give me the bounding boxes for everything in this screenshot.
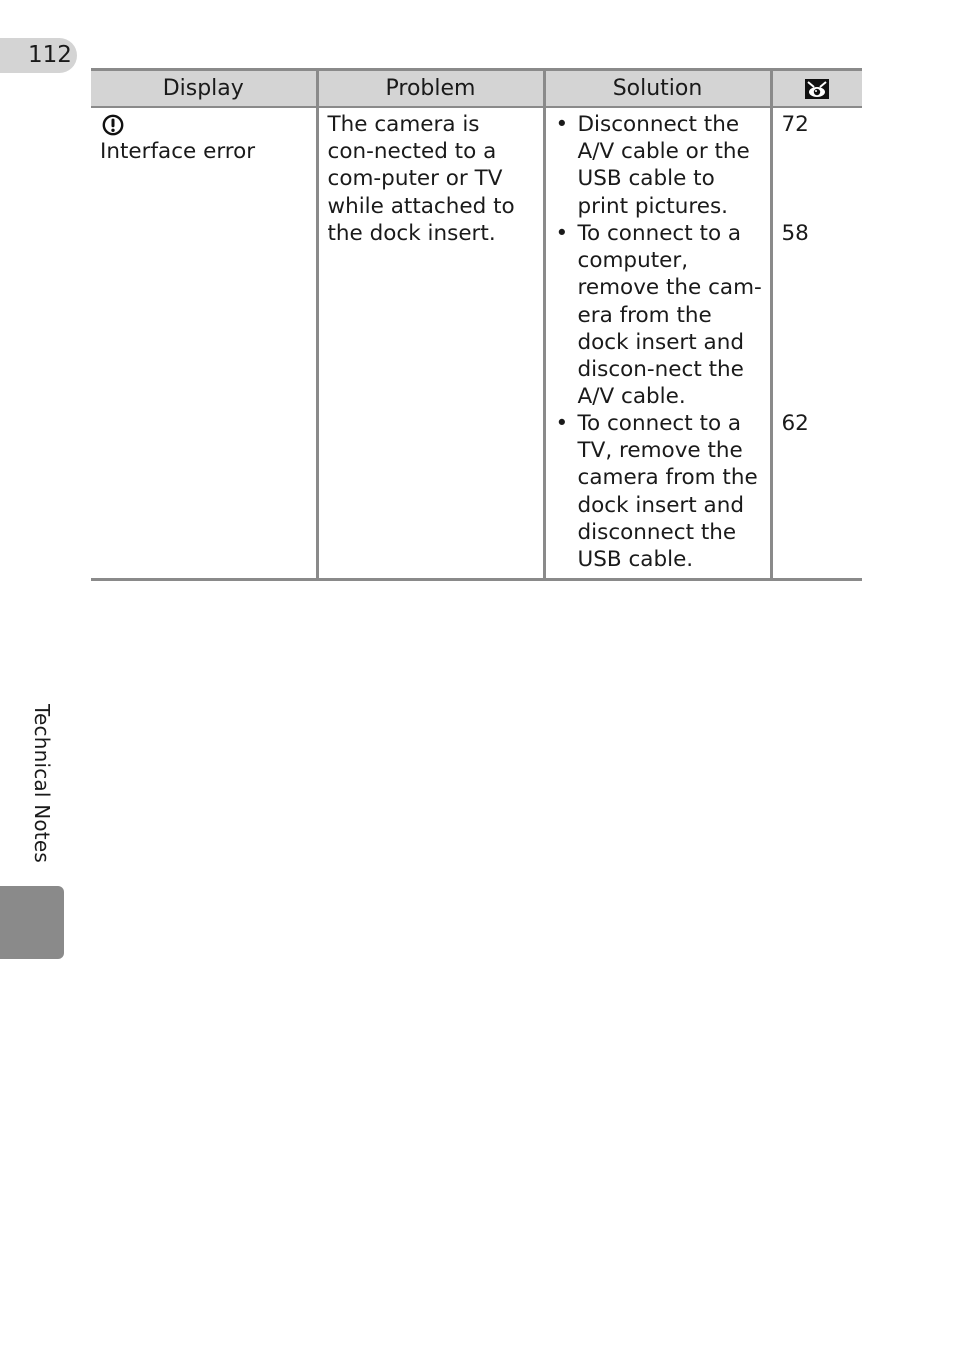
reference-eye-icon bbox=[805, 79, 829, 99]
solution-item: • To connect to a TV, remove the camera from the dock insert and disconnect the USB cable. bbox=[555, 410, 770, 573]
display-text: Interface error bbox=[100, 139, 256, 164]
header-reference bbox=[771, 70, 862, 108]
section-tab-marker bbox=[0, 886, 64, 959]
problem-text: The camera is con-nected to a com-puter or TV while attached to the dock insert. bbox=[327, 112, 515, 246]
solution-cell bbox=[544, 107, 771, 580]
solution-item: • To connect to a computer, remove the cam-era from the dock insert and discon-nect the A/V cable. bbox=[555, 220, 770, 410]
table-row bbox=[91, 107, 862, 580]
header-display: Display bbox=[91, 70, 317, 108]
reference-cell bbox=[771, 107, 862, 580]
reference-list bbox=[782, 111, 863, 437]
header-solution: Solution bbox=[544, 70, 771, 108]
page-reference: 72 bbox=[781, 112, 809, 137]
solution-item: • Disconnect the A/V cable or the USB cable to print pictures. bbox=[555, 111, 770, 220]
page-number: 112 bbox=[0, 38, 77, 73]
page-reference: 58 bbox=[781, 221, 809, 246]
problem-cell bbox=[317, 107, 544, 580]
solution-list bbox=[555, 111, 770, 573]
header-row bbox=[91, 70, 862, 108]
warning-circle-icon bbox=[102, 114, 124, 136]
page-reference: 62 bbox=[781, 411, 809, 436]
header-problem: Problem bbox=[317, 70, 544, 108]
troubleshooting-table bbox=[91, 68, 862, 581]
display-cell bbox=[91, 107, 317, 580]
section-label: Technical Notes bbox=[30, 704, 54, 863]
